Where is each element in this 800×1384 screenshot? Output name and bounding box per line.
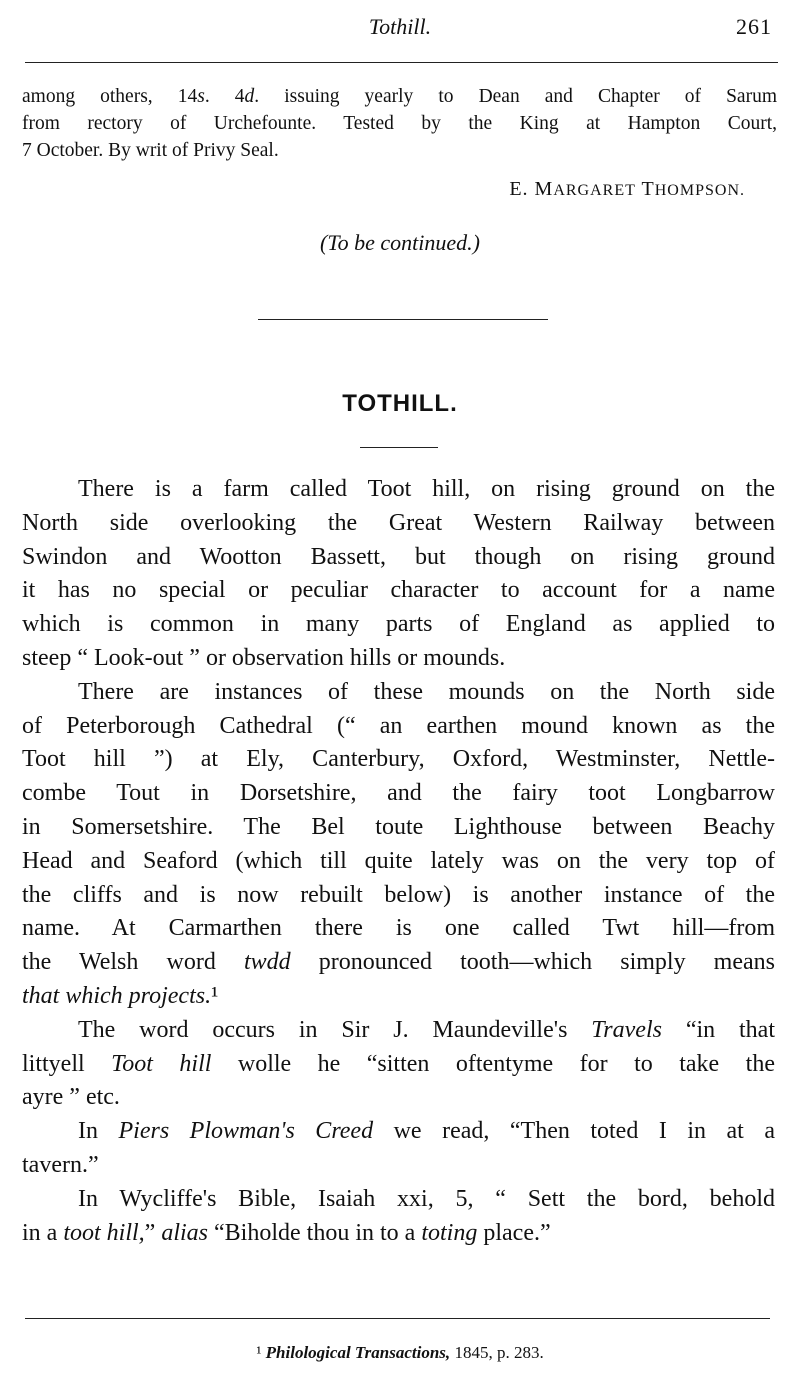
text-line: [22, 713, 775, 740]
italic-text: Toot hill: [111, 1050, 212, 1077]
text-line: [22, 983, 775, 1010]
text-line: [22, 1220, 775, 1247]
text-line: [22, 140, 777, 162]
text-line: [22, 1084, 775, 1111]
italic-text: Piers Plowman's Creed: [118, 1118, 374, 1145]
text-run: tavern.”: [22, 1152, 99, 1178]
text-run: There is a farm called Toot hill, on rising ground on the: [78, 476, 775, 502]
text-run: steep “ Look-out ” or observation hills or mounds.: [22, 645, 506, 671]
footnote-rule: [25, 1318, 770, 1319]
text-run: The word occurs in Sir J. Maundeville's: [78, 1016, 592, 1043]
text-line: [78, 1017, 775, 1044]
text-run: North side overlooking the Great Western Railway between: [22, 509, 775, 536]
text-line: [78, 476, 775, 503]
italic-text: twdd: [243, 949, 291, 976]
text-run: wolle he “sitten oftentyme for to take the: [211, 1050, 775, 1077]
text-run: ayre ” etc.: [22, 1084, 120, 1111]
text-run: Swindon and Wootton Bassett, but though on rising ground: [22, 543, 775, 570]
text-run: littyell: [22, 1050, 112, 1077]
text-line: [22, 86, 777, 108]
italic-text: d: [244, 86, 255, 107]
text-run: pronounced tooth—which simply means: [290, 949, 775, 976]
italic-text: s: [197, 86, 205, 107]
article-title: TOTHILL.: [342, 390, 458, 417]
text-run: it has no special or peculiar character to account for a name: [22, 577, 775, 604]
text-run: from rectory of Urchefounte. Tested by the King at Hampton Court,: [22, 113, 777, 134]
text-line: [22, 882, 775, 909]
text-run: ”: [144, 1219, 162, 1246]
text-line: [22, 645, 775, 672]
page-number: 261: [736, 14, 772, 39]
text-run: in a: [22, 1219, 64, 1246]
text-line: [22, 949, 775, 976]
text-run: . 4: [204, 86, 245, 107]
footnote-title: Philological Transactions,: [265, 1343, 451, 1362]
text-line: [22, 780, 775, 807]
sig-part: T: [635, 178, 655, 200]
text-line: [22, 510, 775, 537]
text-run: In Wycliffe's Bible, Isaiah xxi, 5, “ Sett the bord, behold: [78, 1185, 775, 1212]
title-rule: [360, 447, 438, 448]
text-run: . issuing yearly to Dean and Chapter of Sarum: [254, 86, 777, 107]
text-run: the cliffs and is now rebuilt below) is another instance of the: [22, 881, 775, 908]
sig-part: HOMPSON.: [654, 182, 745, 199]
text-run: the Welsh word: [22, 949, 244, 976]
text-run: Toot hill ”) at Ely, Canterbury, Oxford, Westminster, Nettle-: [22, 746, 775, 773]
text-run: ¹: [211, 983, 219, 1009]
text-line: [22, 544, 775, 571]
text-run: name. At Carmarthen there is one called Twt hill—from: [22, 915, 775, 942]
text-line: [78, 1186, 775, 1213]
section-divider: [258, 319, 548, 320]
to-be-continued: (To be continued.): [320, 230, 480, 255]
italic-text: alias: [161, 1219, 209, 1246]
text-line: [22, 113, 777, 135]
text-run: among others, 14: [22, 86, 198, 107]
author-signature: [509, 178, 745, 201]
italic-text: that which projects.: [22, 983, 212, 1009]
text-run: In: [78, 1118, 119, 1145]
sig-part: ARGARET: [553, 182, 636, 199]
text-run: we read, “Then toted I in at a: [373, 1118, 775, 1145]
text-run: which is common in many parts of England as applied to: [22, 611, 775, 638]
text-run: “Biholde thou in to a: [208, 1219, 422, 1246]
text-line: [22, 577, 775, 604]
text-run: There are instances of these mounds on the North side: [78, 678, 775, 705]
text-line: [22, 1152, 775, 1179]
text-line: [22, 746, 775, 773]
text-line: [22, 1051, 775, 1078]
text-run: in Somersetshire. The Bel toute Lighthouse between Beachy: [22, 814, 775, 840]
italic-text: toot hill,: [63, 1219, 145, 1246]
text-line: [78, 1118, 775, 1145]
text-line: [22, 915, 775, 942]
sig-part: E. M: [509, 178, 554, 200]
header-rule: [25, 62, 778, 63]
text-run: Head and Seaford (which till quite lately was on the very top of: [22, 847, 775, 874]
footnote-text: 1845, p. 283.: [450, 1343, 544, 1362]
text-line: [22, 611, 775, 638]
text-run: of Peterborough Cathedral (“ an earthen mound known as the: [22, 712, 775, 739]
text-line: [78, 679, 775, 706]
footnote-marker: ¹: [256, 1343, 262, 1362]
italic-text: toting: [421, 1219, 478, 1246]
text-run: 7 October. By writ of Privy Seal.: [22, 140, 279, 161]
text-run: “in that: [661, 1016, 775, 1043]
italic-text: Travels: [591, 1016, 662, 1043]
text-run: place.”: [477, 1219, 551, 1246]
text-line: [22, 814, 775, 841]
running-title: Tothill.: [368, 14, 432, 39]
text-run: combe Tout in Dorsetshire, and the fairy toot Longbarrow: [22, 780, 775, 807]
footnote: [0, 1343, 800, 1363]
text-line: [22, 848, 775, 875]
